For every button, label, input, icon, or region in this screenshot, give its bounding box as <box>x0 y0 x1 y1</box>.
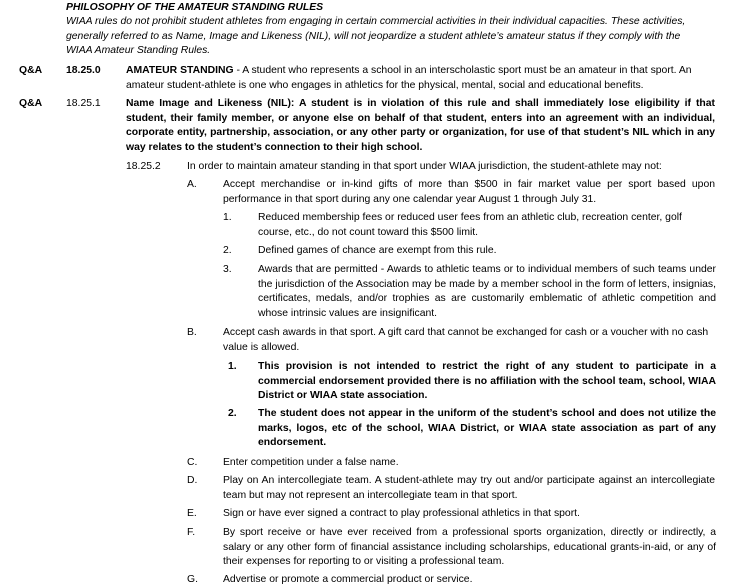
qa-link[interactable]: Q&A <box>19 98 43 109</box>
item-letter: C. <box>187 457 198 468</box>
item-letter: D. <box>187 475 198 486</box>
subitem-number: 2. <box>228 408 237 419</box>
rule-number: 18.25.0 <box>66 65 101 76</box>
rule-amateur-standing <box>126 64 720 93</box>
item-text: By sport receive or have ever received from a professional sports organization, directly or indirectly, a salary or any other form of financial assistance including scholarships, educational grants-in-aid, or any of their expenses for reporting to or visiting a professional team. <box>223 527 716 567</box>
item-letter: G. <box>187 574 198 585</box>
item-text: Advertise or promote a commercial product or service. <box>223 574 473 585</box>
subitem-text: Reduced membership fees or reduced user fees from an athletic club, recreation center, golf course, etc., do not count toward this $500 limit. <box>258 212 682 238</box>
item-letter: A. <box>187 179 197 190</box>
qa-link[interactable]: Q&A <box>19 65 43 76</box>
item-letter: B. <box>187 327 197 338</box>
philosophy-text: WIAA rules do not prohibit student athletes from engaging in certain commercial activities in their individual capacities. These activities, generally referred to as Name, Image and Likeness (NIL), will not jeopardize a student athlete’s amateur status if they comply with the WIAA Amateur Standing Rules. <box>66 16 686 56</box>
subitem-number: 1. <box>223 212 232 223</box>
subitem-text: Defined games of chance are exempt from this rule. <box>258 245 497 256</box>
item-letter: F. <box>187 527 196 538</box>
item-text: Accept cash awards in that sport. A gift card that cannot be exchanged for cash or a voucher with no cash value is allowed. <box>223 327 709 353</box>
philosophy-heading: PHILOSOPHY OF THE AMATEUR STANDING RULES <box>66 2 324 13</box>
rule-title: AMATEUR STANDING <box>126 65 234 76</box>
subitem-text: Awards that are permitted - Awards to athletic teams or to individual members of such teams under the jurisdiction of the Association may be made by a member school in the form of letters, insignias, certificates, medals, and/or trophies as are customarily emblematic of athletic competition and whose intrinsic values are insignificant. <box>258 264 716 319</box>
rule-number: 18.25.1 <box>66 98 101 109</box>
item-letter: E. <box>187 508 197 519</box>
rule-text: - A student who represents a school in an interscholastic sport must be an amateur in that sport. An amateur student-athlete is one who engages in athletics for the physical, mental, social and educational benefits. <box>126 65 692 91</box>
subitem-number: 1. <box>228 361 237 372</box>
item-text: Enter competition under a false name. <box>223 457 399 468</box>
item-text: Accept merchandise or in-kind gifts of more than $500 in fair market value per sport based upon performance in that sport during any one calendar year August 1 through July 31. <box>223 179 715 205</box>
subitem-text: This provision is not intended to restrict the right of any student to participate in a commercial endorsement provided there is no affiliation with the school team, school, WIAA District or WIAA state association. <box>258 361 716 401</box>
rule-nil: Name Image and Likeness (NIL): A student is in violation of this rule and shall immediately lose eligibility if that student, their family member, or anyone else on behalf of that student, enters into an agreement with an individual, corporate entity, partnership, association, or any other party or organization, for use of that student’s NIL which in any way relates to the student’s connection to their high school. <box>126 98 715 153</box>
subitem-number: 3. <box>223 264 232 275</box>
item-text: Sign or have ever signed a contract to play professional athletics in that sport. <box>223 508 580 519</box>
item-text: Play on An intercollegiate team. A student-athlete may try out and/or participate against an intercollegiate team but may not represent an intercollegiate team in that sport. <box>223 475 715 501</box>
subitem-number: 2. <box>223 245 232 256</box>
subitem-text: The student does not appear in the uniform of the student’s school and does not utilize the marks, logos, etc of the school, WIAA District, or WIAA state association as part of any endorsement. <box>258 408 716 448</box>
section-intro: In order to maintain amateur standing in that sport under WIAA jurisdiction, the student-athlete may not: <box>187 161 662 172</box>
section-number: 18.25.2 <box>126 161 161 172</box>
